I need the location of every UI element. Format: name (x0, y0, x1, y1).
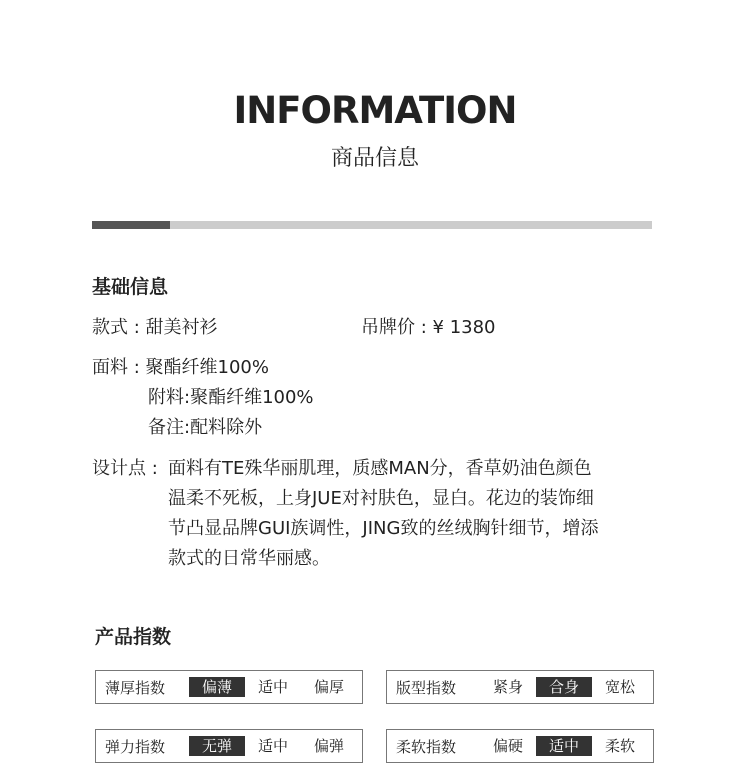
title-cn: 商品信息 (330, 146, 419, 171)
design-line: 节凸显品牌GUI族调性，JING致的丝绒胸针细节，增添 (168, 518, 599, 539)
index-option: 偏薄 (189, 677, 245, 697)
index-option: 偏厚 (313, 678, 344, 696)
design-label: 设计点 : (92, 458, 158, 479)
style-label: 款式 : (92, 317, 146, 338)
fabric-label: 面料 : (92, 357, 146, 378)
index-option: 偏弹 (313, 737, 344, 755)
index-label: 弹力指数 (105, 737, 166, 756)
design-text (168, 454, 688, 574)
index-label: 柔软指数 (396, 737, 457, 756)
index-option: 无弹 (189, 736, 245, 756)
index-label: 薄厚指数 (105, 678, 166, 697)
index-option: 合身 (536, 677, 592, 697)
product-index-title: 产品指数 (95, 626, 172, 648)
fabric-value: 聚酯纤维100% (145, 357, 269, 378)
progress-fill (92, 221, 170, 229)
accessory-row: 附料:聚酯纤维100% (148, 387, 314, 408)
index-label: 版型指数 (396, 678, 457, 697)
index-option: 适中 (257, 737, 288, 755)
design-line: 面料有TE殊华丽肌理，质感MAN分，香草奶油色颜色 (168, 458, 592, 479)
price-row (361, 313, 496, 343)
progress-bar (92, 221, 652, 229)
note-row: 备注:配料除外 (148, 417, 263, 438)
thickness-index (95, 670, 363, 704)
index-option: 适中 (536, 736, 592, 756)
price-label: 吊牌价 : (361, 317, 433, 338)
basic-info-title: 基础信息 (92, 276, 169, 298)
index-option: 紧身 (492, 678, 523, 696)
index-option: 宽松 (604, 678, 635, 696)
index-option: 柔软 (604, 737, 635, 755)
style-value: 甜美衬衫 (145, 317, 218, 338)
design-line: 款式的日常华丽感。 (168, 548, 330, 569)
title-en: INFORMATION (233, 89, 517, 132)
index-option: 适中 (257, 678, 288, 696)
price-value: ¥ 1380 (432, 317, 496, 338)
design-line: 温柔不死板，上身JUE对衬肤色，显白。花边的装饰细 (168, 488, 594, 509)
fit-index (386, 670, 654, 704)
style-row (92, 313, 218, 343)
index-option: 偏硬 (492, 737, 523, 755)
elasticity-index (95, 729, 363, 763)
softness-index (386, 729, 654, 763)
fabric-row (92, 353, 269, 383)
